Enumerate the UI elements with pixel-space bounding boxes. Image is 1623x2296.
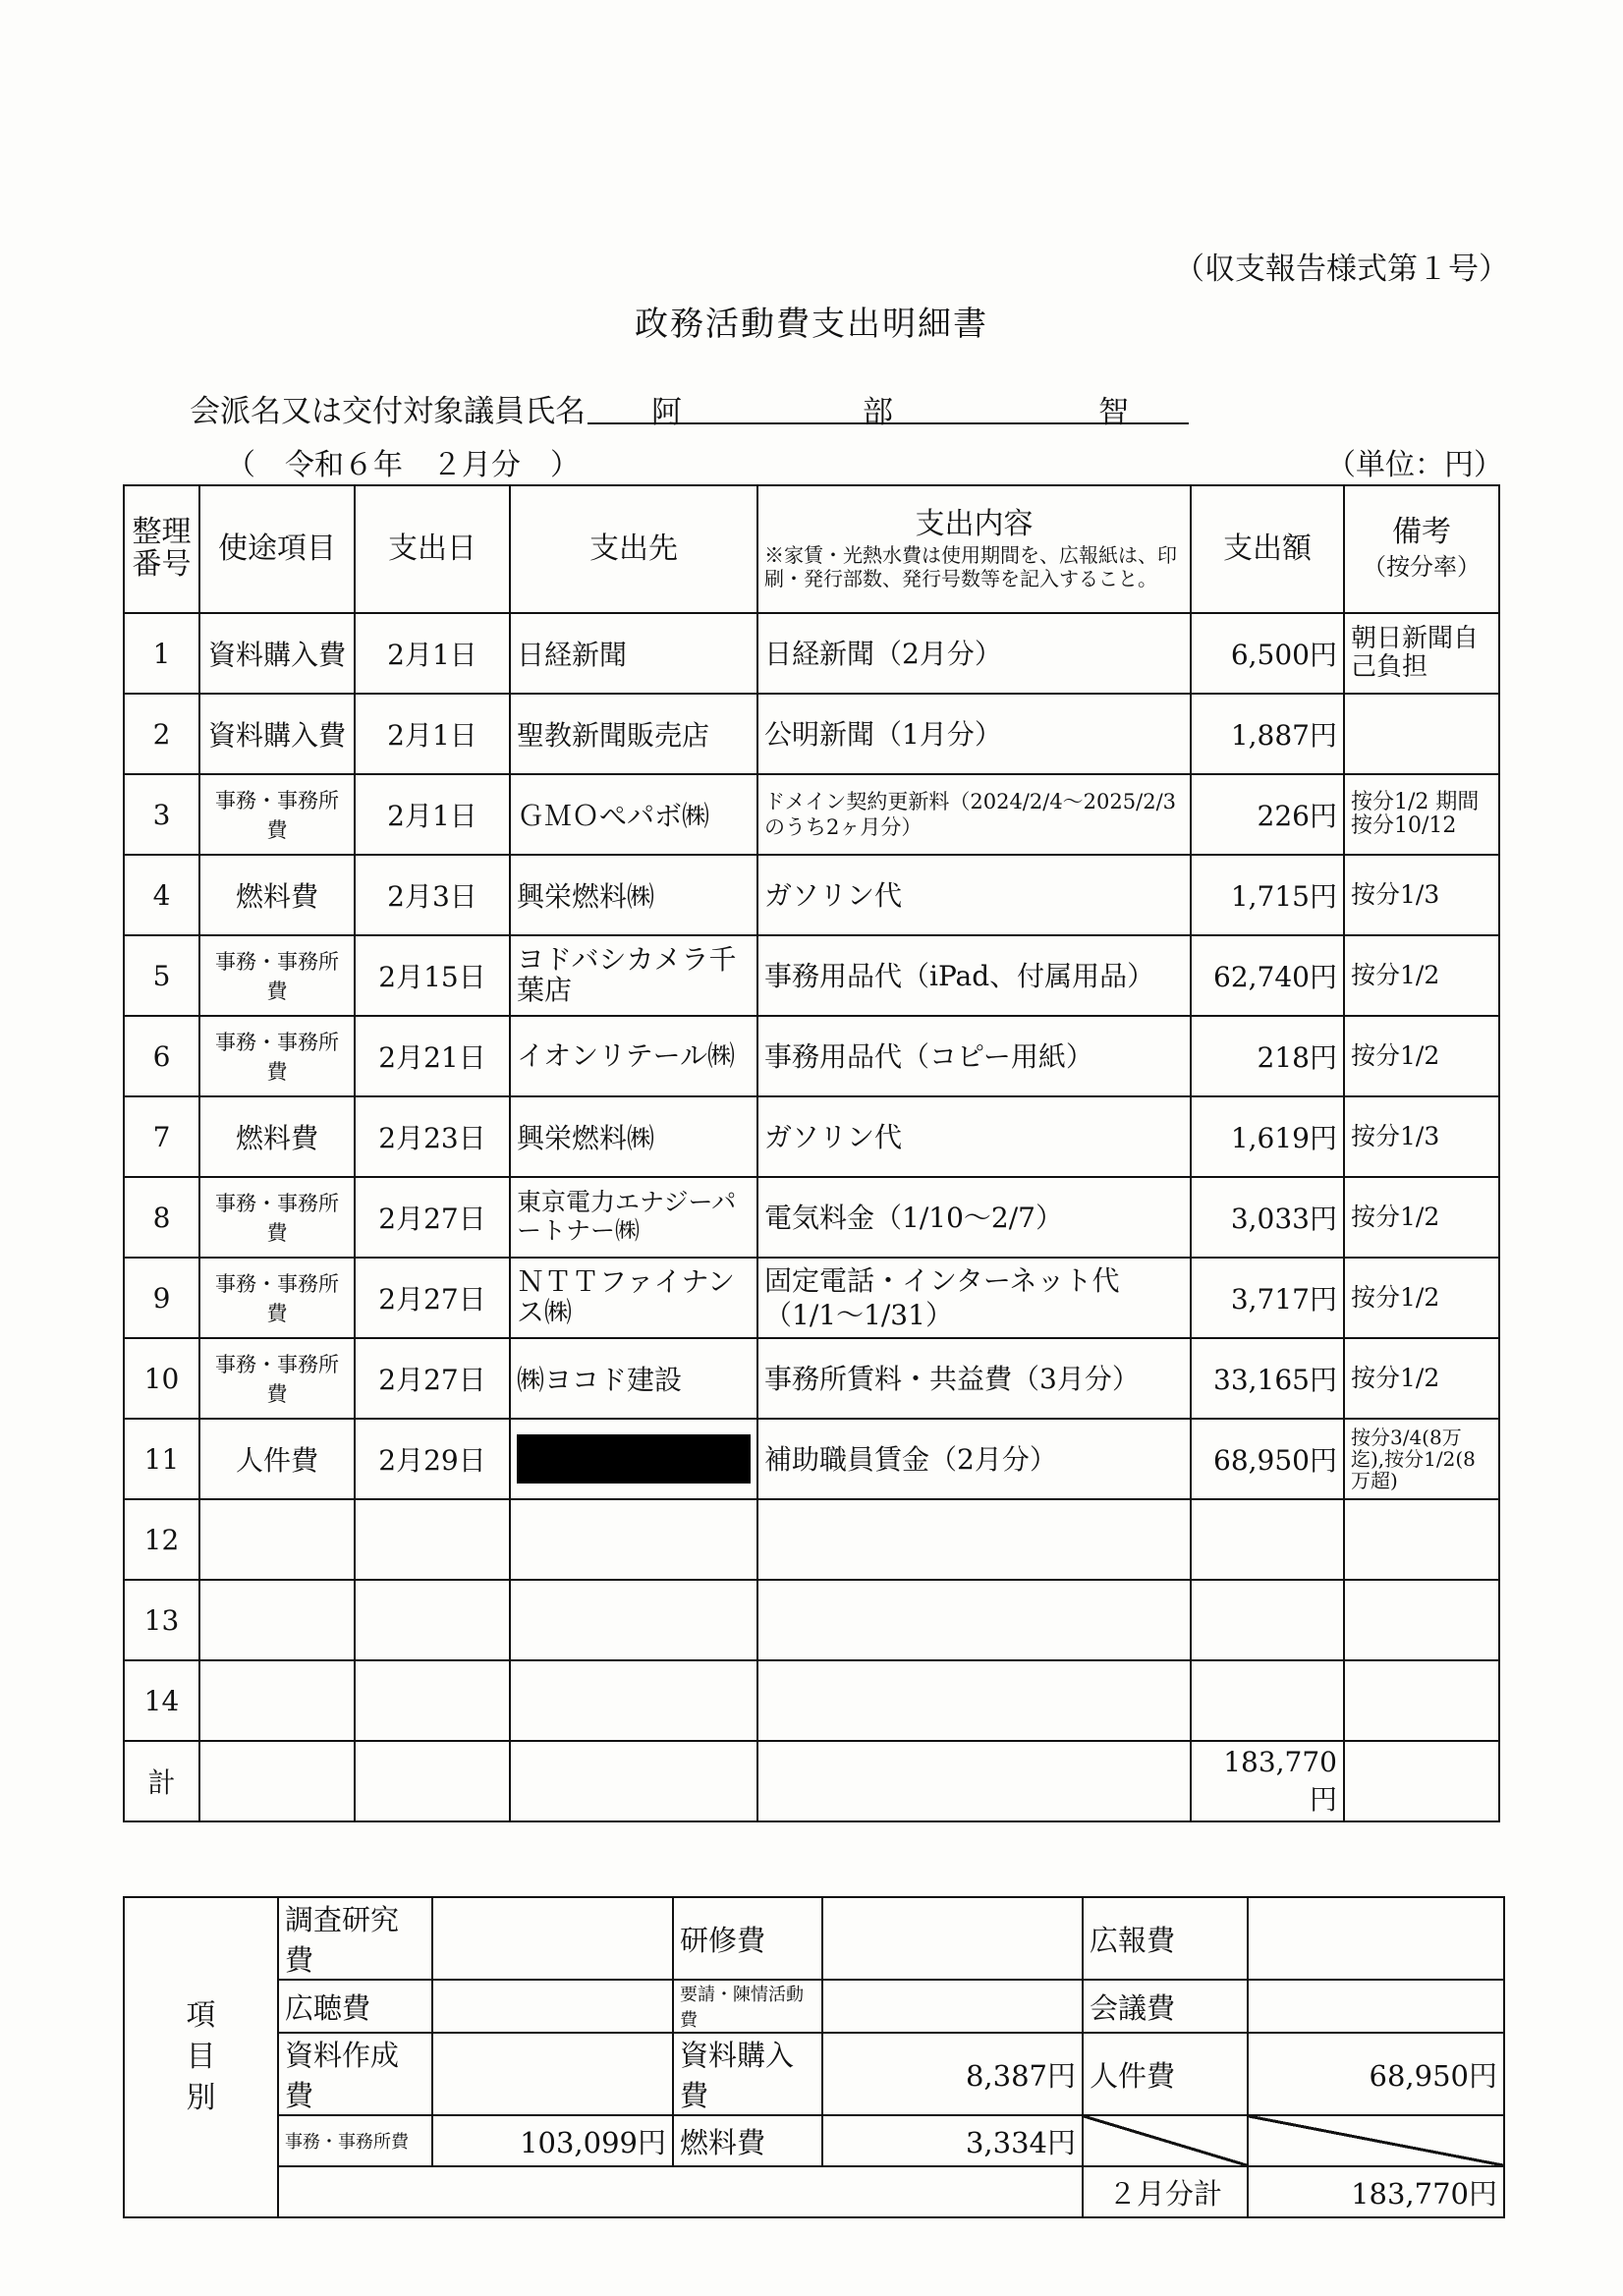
row-no: 14 (124, 1660, 199, 1741)
row-no: 9 (124, 1258, 199, 1338)
content-header-note: ※家賃・光熱水費は使用期間を、広報紙は、印刷・発行部数、発行号数等を記入すること。 (764, 543, 1177, 591)
total-empty (1344, 1741, 1499, 1821)
summary-value-nenryou: 3,334円 (822, 2115, 1083, 2166)
row-amount: 226円 (1191, 774, 1344, 855)
row-date: 2月29日 (355, 1419, 510, 1499)
row-no: 4 (124, 855, 199, 935)
row-content: 公明新聞（1月分） (757, 694, 1191, 774)
summary-label-jimusho: 事務・事務所費 (278, 2115, 432, 2166)
row-no: 5 (124, 935, 199, 1016)
table-row (124, 1419, 1499, 1499)
row-no: 13 (124, 1580, 199, 1660)
row-purpose: 事務・事務所費 (199, 774, 355, 855)
row-remarks: 朝日新聞自己負担 (1344, 613, 1499, 694)
row-date: 2月1日 (355, 694, 510, 774)
row-amount: 218円 (1191, 1016, 1344, 1096)
row-content: 日経新聞（2月分） (757, 613, 1191, 694)
col-header-purpose: 使途項目 (199, 485, 355, 613)
row-remarks (1344, 1580, 1499, 1660)
row-payee: ＧＭＯぺパボ㈱ (510, 774, 757, 855)
row-amount (1191, 1580, 1344, 1660)
row-remarks: 按分1/2 (1344, 935, 1499, 1016)
table-row (124, 1016, 1499, 1096)
row-date: 2月1日 (355, 774, 510, 855)
row-no: 8 (124, 1177, 199, 1258)
row-remarks: 按分1/3 (1344, 1096, 1499, 1177)
report-period: （ 令和６年 ２月分 ） (226, 448, 580, 482)
row-remarks: 按分1/2 (1344, 1016, 1499, 1096)
row-content: 事務用品代（iPad、付属用品） (757, 935, 1191, 1016)
row-date: 2月15日 (355, 935, 510, 1016)
table-row (124, 855, 1499, 935)
member-name-label: 会派名又は交付対象議員氏名 (190, 394, 586, 429)
row-payee: イオンリテール㈱ (510, 1016, 757, 1096)
table-row (124, 774, 1499, 855)
unit-label: （単位：円） (1326, 448, 1503, 482)
summary-value-jimusho: 103,099円 (432, 2115, 673, 2166)
summary-diagonal-cell (1083, 2115, 1248, 2166)
row-remarks: 按分1/3 (1344, 855, 1499, 935)
row-amount: 1,887円 (1191, 694, 1344, 774)
summary-label-jinken: 人件費 (1083, 2033, 1248, 2115)
row-no: 1 (124, 613, 199, 694)
row-date (355, 1660, 510, 1741)
summary-empty-span (278, 2166, 1083, 2217)
row-content (757, 1660, 1191, 1741)
row-content (757, 1580, 1191, 1660)
summary-value-jinken: 68,950円 (1248, 2033, 1504, 2115)
row-amount: 33,165円 (1191, 1338, 1344, 1419)
row-amount: 3,033円 (1191, 1177, 1344, 1258)
row-amount: 68,950円 (1191, 1419, 1344, 1499)
summary-label-shiryou-sakusei: 資料作成費 (278, 2033, 432, 2115)
row-purpose: 燃料費 (199, 855, 355, 935)
row-payee: 興栄燃料㈱ (510, 855, 757, 935)
summary-value (432, 1980, 673, 2033)
document-title: 政務活動費支出明細書 (635, 305, 988, 344)
row-purpose: 事務・事務所費 (199, 1258, 355, 1338)
total-empty (355, 1741, 510, 1821)
row-purpose: 人件費 (199, 1419, 355, 1499)
row-payee: ヨドバシカメラ千葉店 (510, 935, 757, 1016)
row-remarks (1344, 1499, 1499, 1580)
summary-diagonal-cell (1248, 2115, 1504, 2166)
row-no: 10 (124, 1338, 199, 1419)
row-no: 11 (124, 1419, 199, 1499)
row-amount: 62,740円 (1191, 935, 1344, 1016)
row-payee: 聖教新聞販売店 (510, 694, 757, 774)
row-payee: ㈱ヨコド建設 (510, 1338, 757, 1419)
row-date: 2月21日 (355, 1016, 510, 1096)
row-purpose: 燃料費 (199, 1096, 355, 1177)
total-empty (510, 1741, 757, 1821)
expenditure-table (123, 484, 1500, 1822)
row-content: 事務用品代（コピー用紙） (757, 1016, 1191, 1096)
row-payee: 東京電力エナジーパートナー㈱ (510, 1177, 757, 1258)
row-date (355, 1499, 510, 1580)
summary-month-total-label: ２月分計 (1083, 2166, 1248, 2217)
row-payee: 興栄燃料㈱ (510, 1096, 757, 1177)
row-remarks: 按分1/2 期間按分10/12 (1344, 774, 1499, 855)
summary-label-yousei: 要請・陳情活動費 (673, 1980, 822, 2033)
row-remarks: 按分3/4(8万迄),按分1/2(8万超) (1344, 1419, 1499, 1499)
row-amount (1191, 1499, 1344, 1580)
row-no: 6 (124, 1016, 199, 1096)
col-header-payee: 支出先 (510, 485, 757, 613)
row-content: 事務所賃料・共益費（3月分） (757, 1338, 1191, 1419)
table-row (124, 1096, 1499, 1177)
summary-value (822, 1980, 1083, 2033)
row-purpose (199, 1499, 355, 1580)
row-content: 電気料金（1/10～2/7） (757, 1177, 1191, 1258)
row-content (757, 1499, 1191, 1580)
summary-label-kouchou: 広聴費 (278, 1980, 432, 2033)
summary-value (1248, 1897, 1504, 1980)
row-payee (510, 1580, 757, 1660)
table-row (124, 1580, 1499, 1660)
row-amount (1191, 1660, 1344, 1741)
summary-label-kenshu: 研修費 (673, 1897, 822, 1980)
row-remarks (1344, 694, 1499, 774)
row-purpose: 事務・事務所費 (199, 1338, 355, 1419)
summary-value (822, 1897, 1083, 1980)
col-header-no: 整理番号 (124, 485, 199, 613)
summary-value (432, 1897, 673, 1980)
row-payee: 日経新聞 (510, 613, 757, 694)
row-payee (510, 1419, 757, 1499)
row-date: 2月27日 (355, 1258, 510, 1338)
row-purpose: 資料購入費 (199, 613, 355, 694)
row-no: 12 (124, 1499, 199, 1580)
total-row (124, 1741, 1499, 1821)
row-payee (510, 1660, 757, 1741)
row-purpose (199, 1580, 355, 1660)
total-amount: 183,770円 (1191, 1741, 1344, 1821)
total-label: 計 (124, 1741, 199, 1821)
summary-label-nenryou: 燃料費 (673, 2115, 822, 2166)
summary-label-kaigi: 会議費 (1083, 1980, 1248, 2033)
summary-label-shiryou-kounyu: 資料購入費 (673, 2033, 822, 2115)
summary-label-kouhou: 広報費 (1083, 1897, 1248, 1980)
row-content: ガソリン代 (757, 1096, 1191, 1177)
member-name-char: 部 (863, 395, 893, 430)
row-purpose: 資料購入費 (199, 694, 355, 774)
row-remarks (1344, 1660, 1499, 1741)
col-header-remarks: 備考 （按分率） (1344, 485, 1499, 613)
row-amount: 3,717円 (1191, 1258, 1344, 1338)
row-payee: ＮＴＴファイナンス㈱ (510, 1258, 757, 1338)
row-date: 2月3日 (355, 855, 510, 935)
col-header-amount: 支出額 (1191, 485, 1344, 613)
row-payee (510, 1499, 757, 1580)
category-summary-table (123, 1896, 1505, 2218)
summary-label-chousa: 調査研究費 (278, 1897, 432, 1980)
row-amount: 6,500円 (1191, 613, 1344, 694)
summary-value (432, 2033, 673, 2115)
row-purpose (199, 1660, 355, 1741)
row-date (355, 1580, 510, 1660)
summary-value-shiryou-kounyu: 8,387円 (822, 2033, 1083, 2115)
summary-value (1248, 1980, 1504, 2033)
summary-section-label: 項目別 (124, 1897, 278, 2217)
row-purpose: 事務・事務所費 (199, 1016, 355, 1096)
row-remarks: 按分1/2 (1344, 1258, 1499, 1338)
row-content: ドメイン契約更新料（2024/2/4～2025/2/3のうち2ヶ月分） (757, 774, 1191, 855)
content-header-label: 支出内容 (915, 506, 1034, 541)
table-row (124, 935, 1499, 1016)
row-date: 2月1日 (355, 613, 510, 694)
row-no: 3 (124, 774, 199, 855)
row-remarks: 按分1/2 (1344, 1177, 1499, 1258)
table-row (124, 1338, 1499, 1419)
row-purpose: 事務・事務所費 (199, 1177, 355, 1258)
row-content: ガソリン代 (757, 855, 1191, 935)
row-remarks: 按分1/2 (1344, 1338, 1499, 1419)
table-row (124, 1660, 1499, 1741)
total-empty (757, 1741, 1191, 1821)
form-number: （収支報告様式第１号） (1174, 252, 1509, 287)
table-row (124, 1177, 1499, 1258)
row-no: 7 (124, 1096, 199, 1177)
row-amount: 1,715円 (1191, 855, 1344, 935)
table-row (124, 1499, 1499, 1580)
summary-month-total-value: 183,770円 (1248, 2166, 1504, 2217)
row-date: 2月23日 (355, 1096, 510, 1177)
row-date: 2月27日 (355, 1338, 510, 1419)
table-row (124, 1258, 1499, 1338)
member-name-char: 智 (1098, 395, 1129, 430)
member-name-char: 阿 (651, 395, 682, 430)
col-header-date: 支出日 (355, 485, 510, 613)
row-date: 2月27日 (355, 1177, 510, 1258)
table-header-row (124, 485, 1499, 613)
row-no: 2 (124, 694, 199, 774)
col-header-content (757, 485, 1191, 613)
row-content: 補助職員賃金（2月分） (757, 1419, 1191, 1499)
redacted-block (517, 1434, 751, 1484)
table-row (124, 694, 1499, 774)
table-row (124, 613, 1499, 694)
row-purpose: 事務・事務所費 (199, 935, 355, 1016)
member-name-field (588, 381, 1189, 430)
total-empty (199, 1741, 355, 1821)
remarks-sub-label: （按分率） (1363, 553, 1481, 581)
row-content: 固定電話・インターネット代（1/1～1/31） (757, 1258, 1191, 1338)
row-amount: 1,619円 (1191, 1096, 1344, 1177)
